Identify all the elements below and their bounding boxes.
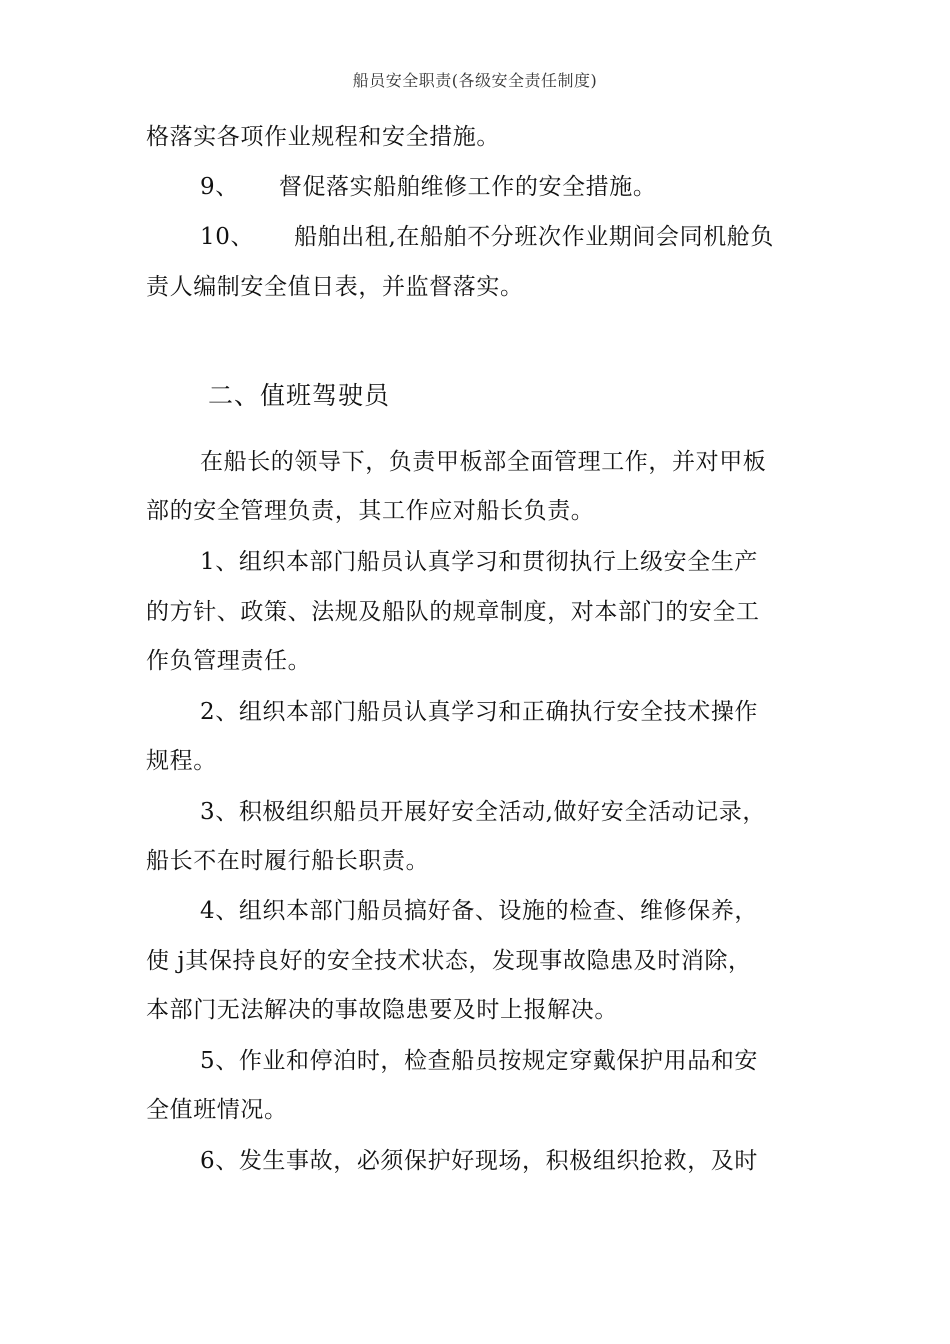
item-number: 10、 xyxy=(200,224,255,250)
page-header: 船员安全职责(各级安全责任制度) xyxy=(352,71,598,90)
paragraph-line: 格落实各项作业规程和安全措施。 xyxy=(146,124,500,150)
list-item xyxy=(200,172,656,202)
paragraph-line: 4、组织本部门船员搞好备、设施的检查、维修保养， xyxy=(200,898,759,924)
item-text: 督促落实船舶维修工作的安全措施。 xyxy=(278,174,657,200)
paragraph-line: 船长不在时履行船长职责。 xyxy=(146,848,430,874)
paragraph-line: 部的安全管理负责，其工作应对船长负责。 xyxy=(146,498,595,524)
paragraph-line: 6、发生事故，必须保护好现场，积极组织抢救，及时 xyxy=(200,1148,759,1174)
paragraph-line: 1、组织本部门船员认真学习和贯彻执行上级安全生产 xyxy=(200,549,759,575)
paragraph-line: 作负管理责任。 xyxy=(146,648,312,674)
section-heading: 二、值班驾驶员 xyxy=(208,381,391,410)
list-item xyxy=(200,222,774,252)
paragraph-line: 本部门无法解决的事故隐患要及时上报解决。 xyxy=(146,997,618,1023)
paragraph-line: 在船长的领导下，负责甲板部全面管理工作，并对甲板 xyxy=(200,449,767,475)
paragraph-line: 的方针、政策、法规及船队的规章制度，对本部门的安全工 xyxy=(146,599,760,625)
paragraph-line: 规程。 xyxy=(146,748,217,774)
paragraph-line: 3、积极组织船员开展好安全活动,做好安全活动记录， xyxy=(200,799,766,825)
paragraph-line: 5、作业和停泊时，检查船员按规定穿戴保护用品和安 xyxy=(200,1048,759,1074)
item-number: 9、 xyxy=(200,174,239,200)
paragraph-line: 2、组织本部门船员认真学习和正确执行安全技术操作 xyxy=(200,699,759,725)
item-text: 船舶出租,在船舶不分班次作业期间会同机舱负 xyxy=(294,224,774,250)
paragraph-line: 使 j其保持良好的安全技术状态，发现事故隐患及时消除， xyxy=(146,948,752,974)
paragraph-line: 责人编制安全值日表，并监督落实。 xyxy=(146,274,524,300)
paragraph-line: 全值班情况。 xyxy=(146,1097,288,1123)
